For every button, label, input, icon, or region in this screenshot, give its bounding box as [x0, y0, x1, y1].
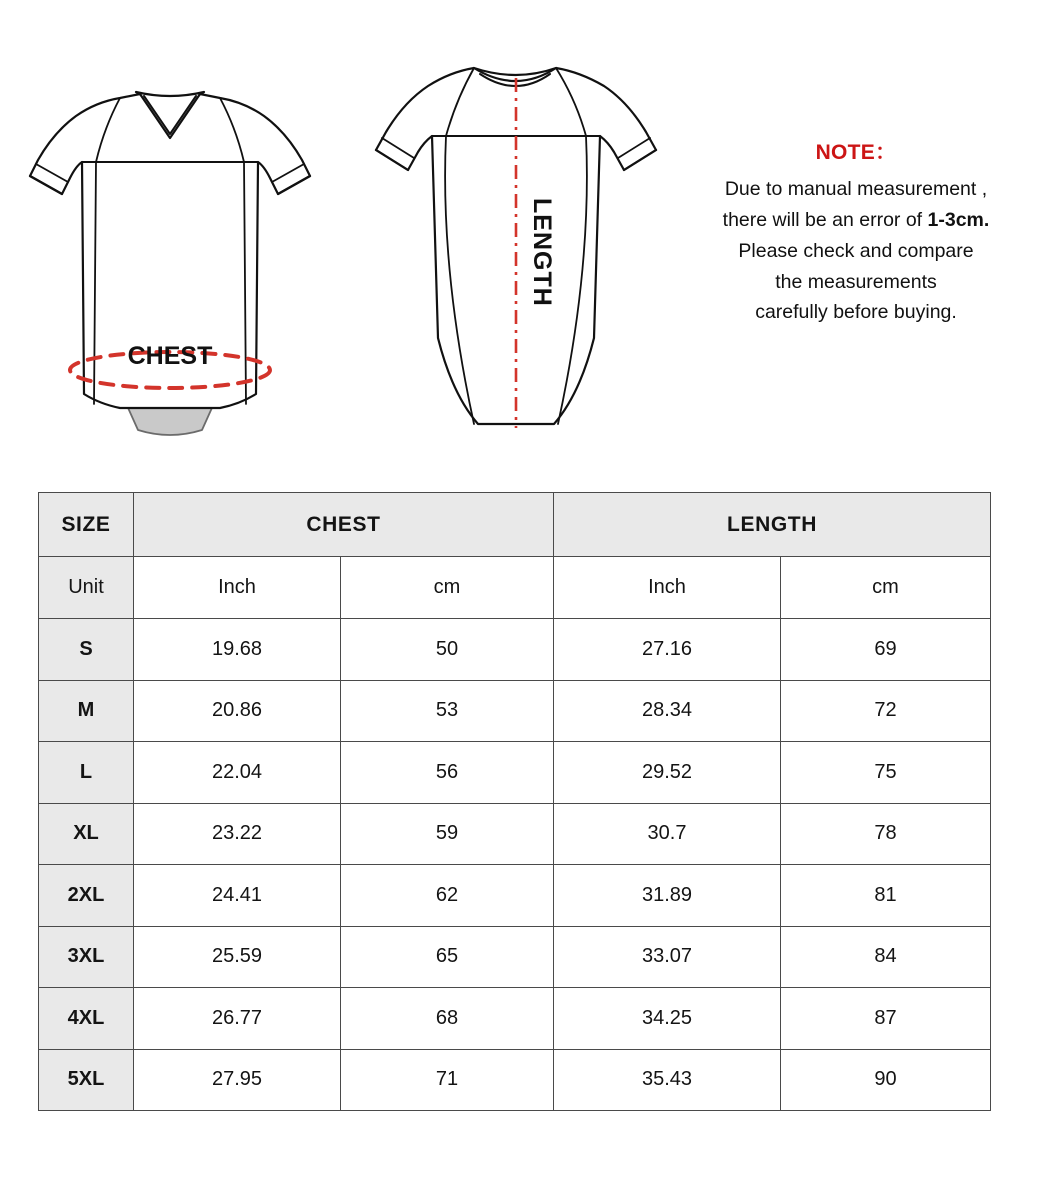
- row-chest-inch: 25.59: [134, 926, 341, 988]
- row-length-cm: 72: [781, 680, 991, 742]
- row-chest-inch: 20.86: [134, 680, 341, 742]
- table-row: [39, 988, 991, 1050]
- front-shirt-svg: [24, 38, 314, 438]
- header-size: SIZE: [39, 493, 134, 557]
- table-row: [39, 1049, 991, 1111]
- row-chest-inch: 27.95: [134, 1049, 341, 1111]
- row-length-inch: 33.07: [554, 926, 781, 988]
- unit-length-inch: Inch: [554, 557, 781, 619]
- row-chest-cm: 71: [341, 1049, 554, 1111]
- note-line-1: Due to manual measurement ,: [724, 178, 988, 201]
- row-size: 2XL: [39, 865, 134, 927]
- note-block: [688, 136, 1024, 328]
- row-size: XL: [39, 803, 134, 865]
- note-tolerance-value: 1-3cm.: [927, 208, 990, 231]
- row-length-cm: 78: [781, 803, 991, 865]
- row-size: 4XL: [39, 988, 134, 1050]
- note-line-2-text: there will be an error of: [722, 208, 928, 231]
- table-row: [39, 865, 991, 927]
- front-shirt-illustration: [24, 38, 314, 443]
- row-length-inch: 34.25: [554, 988, 781, 1050]
- unit-length-cm: cm: [781, 557, 991, 619]
- row-chest-cm: 68: [341, 988, 554, 1050]
- table-row: [39, 619, 991, 681]
- row-chest-cm: 56: [341, 742, 554, 804]
- row-size: 3XL: [39, 926, 134, 988]
- table-unit-row: [39, 557, 991, 619]
- row-chest-cm: 50: [341, 619, 554, 681]
- back-shirt-svg: [366, 38, 666, 438]
- row-length-inch: 28.34: [554, 680, 781, 742]
- row-length-cm: 90: [781, 1049, 991, 1111]
- row-length-cm: 84: [781, 926, 991, 988]
- row-length-inch: 29.52: [554, 742, 781, 804]
- row-length-inch: 27.16: [554, 619, 781, 681]
- row-chest-inch: 24.41: [134, 865, 341, 927]
- row-chest-cm: 62: [341, 865, 554, 927]
- table-row: [39, 742, 991, 804]
- note-line-4: the measurements: [775, 270, 937, 293]
- row-length-inch: 35.43: [554, 1049, 781, 1111]
- row-length-inch: 30.7: [554, 803, 781, 865]
- row-chest-cm: 53: [341, 680, 554, 742]
- table-row: [39, 803, 991, 865]
- row-chest-inch: 19.68: [134, 619, 341, 681]
- note-line-2: [688, 205, 1024, 236]
- table-row: [39, 926, 991, 988]
- size-chart-table: [38, 492, 991, 1111]
- header-length: LENGTH: [554, 493, 991, 557]
- row-length-cm: 87: [781, 988, 991, 1050]
- unit-chest-cm: cm: [341, 557, 554, 619]
- garment-illustrations: [0, 0, 1040, 470]
- table-row: [39, 680, 991, 742]
- note-line-3: Please check and compare: [738, 239, 974, 262]
- note-title: NOTE：: [815, 141, 897, 164]
- row-chest-inch: 23.22: [134, 803, 341, 865]
- row-length-cm: 75: [781, 742, 991, 804]
- note-line-5: carefully before buying.: [755, 301, 957, 324]
- row-length-cm: 81: [781, 865, 991, 927]
- row-chest-cm: 59: [341, 803, 554, 865]
- row-length-inch: 31.89: [554, 865, 781, 927]
- table-header-row: [39, 493, 991, 557]
- back-shirt-illustration: [366, 38, 666, 443]
- row-size: 5XL: [39, 1049, 134, 1111]
- row-size: M: [39, 680, 134, 742]
- row-chest-inch: 26.77: [134, 988, 341, 1050]
- row-chest-cm: 65: [341, 926, 554, 988]
- row-chest-inch: 22.04: [134, 742, 341, 804]
- row-size: S: [39, 619, 134, 681]
- row-size: L: [39, 742, 134, 804]
- chest-measure-label: CHEST: [127, 342, 213, 370]
- header-chest: CHEST: [134, 493, 554, 557]
- unit-chest-inch: Inch: [134, 557, 341, 619]
- row-length-cm: 69: [781, 619, 991, 681]
- length-measure-label: LENGTH: [528, 198, 556, 307]
- unit-label: Unit: [39, 557, 134, 619]
